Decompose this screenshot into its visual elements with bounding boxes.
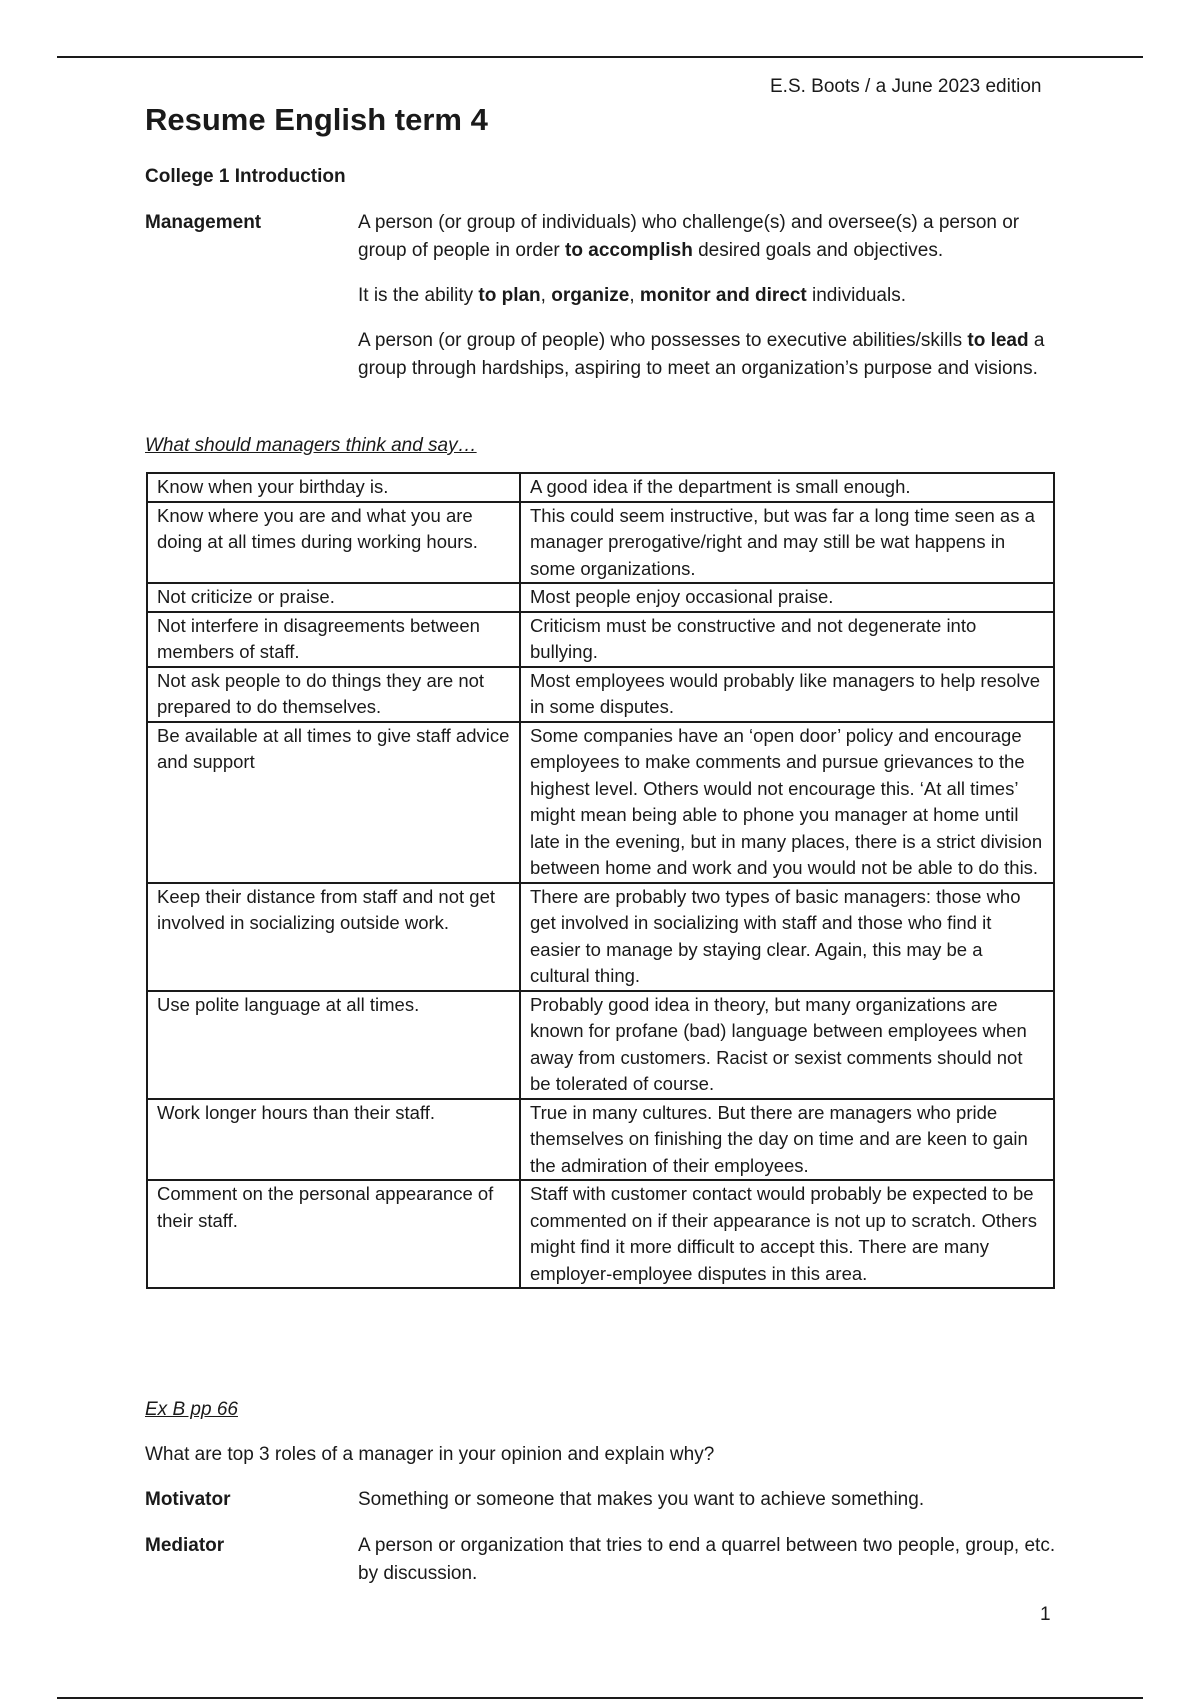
table-row	[147, 473, 1054, 502]
table-row	[147, 991, 1054, 1099]
behaviour-cell: Not ask people to do things they are not prepared to do themselves.	[147, 667, 520, 722]
text-run: It is the ability	[358, 285, 479, 306]
behaviour-cell: Not criticize or praise.	[147, 583, 520, 612]
exercise-heading: Ex B pp 66	[145, 1399, 238, 1420]
role-term-motivator: Motivator	[145, 1489, 231, 1510]
top-rule	[57, 56, 1143, 58]
table-heading: What should managers think and say…	[145, 435, 477, 456]
comment-cell: Most employees would probably like managers to help resolve in some disputes.	[520, 667, 1054, 722]
role-definition-motivator: Something or someone that makes you want to achieve something.	[358, 1489, 925, 1510]
text-run: organize	[551, 285, 630, 306]
table-row	[147, 883, 1054, 991]
comment-cell: A good idea if the department is small enough.	[520, 473, 1054, 502]
table-row	[147, 667, 1054, 722]
management-paragraph-3	[358, 327, 1058, 383]
behaviour-cell: Know when your birthday is.	[147, 473, 520, 502]
text-run: desired goals and objectives.	[692, 240, 944, 261]
behaviour-cell: Keep their distance from staff and not get involved in socializing outside work.	[147, 883, 520, 991]
table-body	[147, 473, 1054, 1288]
behaviour-cell: Work longer hours than their staff.	[147, 1099, 520, 1181]
text-run: monitor and direct	[639, 285, 807, 306]
comment-cell: There are probably two types of basic managers: those who get involved in socializing with staff and those who find it easier to manage by staying clear. Again, this may be a cultural thing.	[520, 883, 1054, 991]
page-title: Resume English term 4	[145, 102, 488, 137]
text-run: ,	[540, 285, 552, 306]
manager-behaviour-table	[146, 472, 1055, 1289]
text-run: individuals.	[806, 285, 906, 306]
table-row	[147, 502, 1054, 584]
page-number: 1	[1040, 1604, 1051, 1625]
behaviour-cell: Comment on the personal appearance of their staff.	[147, 1180, 520, 1288]
text-run: A person (or group of individuals) who challenge(s) and oversee(s) a person or group of people in order	[358, 212, 1020, 261]
text-run: A person (or group of people) who possesses to executive abilities/skills	[358, 330, 968, 351]
text-run: to accomplish	[565, 240, 693, 261]
behaviour-cell: Not interfere in disagreements between members of staff.	[147, 612, 520, 667]
text-run: ,	[629, 285, 640, 306]
table-row	[147, 612, 1054, 667]
table-row	[147, 583, 1054, 612]
table-row	[147, 722, 1054, 883]
comment-cell: Some companies have an ‘open door’ policy and encourage employees to make comments and pursue grievances to the highest level. Others would not encourage this. ‘At all times’ might mean being able to phone you manager at home until late in the evening, but in many places, there is a strict division between home and work and you would not be able to do this.	[520, 722, 1054, 883]
text-run: a group through hardships, aspiring to meet an organization’s purpose and visions.	[358, 330, 1045, 379]
management-paragraph-2	[358, 282, 1058, 310]
comment-cell: Staff with customer contact would probably be expected to be commented on if their appearance is not up to scratch. Others might find it more difficult to accept this. There are many employer-employee disputes in this area.	[520, 1180, 1054, 1288]
table-row	[147, 1099, 1054, 1181]
comment-cell: This could seem instructive, but was far a long time seen as a manager prerogative/right and may still be wat happens in some organizations.	[520, 502, 1054, 584]
role-definition-mediator: A person or organization that tries to end a quarrel between two people, group, etc. by discussion.	[358, 1535, 1056, 1584]
management-term: Management	[145, 212, 262, 233]
exercise-question: What are top 3 roles of a manager in your opinion and explain why?	[145, 1444, 715, 1465]
role-term-mediator: Mediator	[145, 1535, 225, 1556]
management-definition	[358, 209, 1058, 400]
text-run: to plan	[478, 285, 541, 306]
comment-cell: Most people enjoy occasional praise.	[520, 583, 1054, 612]
comment-cell: True in many cultures. But there are managers who pride themselves on finishing the day on time and are keen to gain the admiration of their employees.	[520, 1099, 1054, 1181]
behaviour-cell: Use polite language at all times.	[147, 991, 520, 1099]
behaviour-cell: Know where you are and what you are doing at all times during working hours.	[147, 502, 520, 584]
table-row	[147, 1180, 1054, 1288]
comment-cell: Criticism must be constructive and not degenerate into bullying.	[520, 612, 1054, 667]
behaviour-cell: Be available at all times to give staff advice and support	[147, 722, 520, 883]
management-paragraph-1	[358, 209, 1058, 265]
edition-label: E.S. Boots / a June 2023 edition	[770, 76, 1042, 97]
text-run: to lead	[967, 330, 1029, 351]
bottom-rule	[57, 1697, 1143, 1699]
section-heading: College 1 Introduction	[145, 166, 346, 187]
comment-cell: Probably good idea in theory, but many organizations are known for profane (bad) language between employees when away from customers. Racist or sexist comments should not be tolerated of course.	[520, 991, 1054, 1099]
